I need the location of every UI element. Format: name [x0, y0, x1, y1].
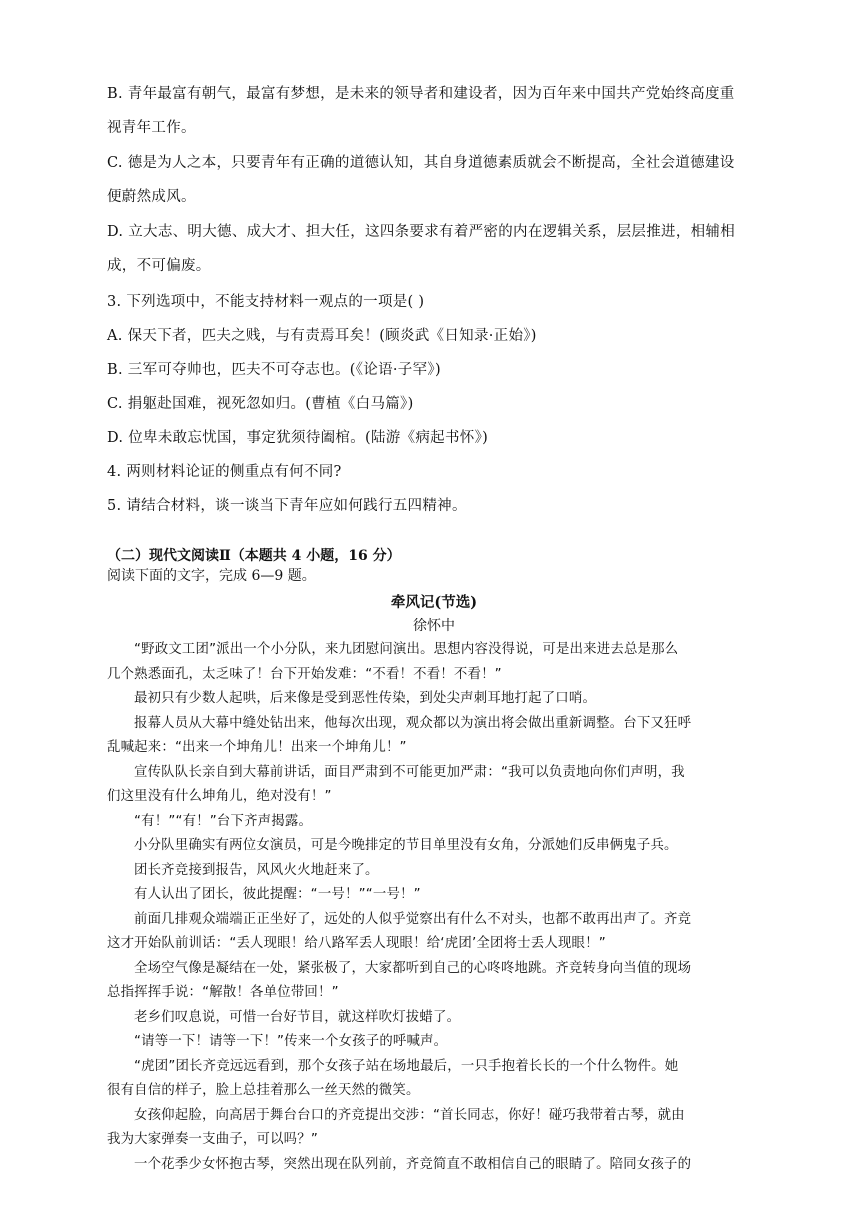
passage-line: 一个花季少女怀抱古琴，突然出现在队列前，齐竞简直不敢相信自己的眼睛了。陪同女孩子的: [134, 1156, 692, 1172]
q2-option-c: [107, 146, 767, 214]
passage-line: 们这里没有什么坤角儿，绝对没有！”: [107, 789, 332, 804]
passage-title: 牵风记(节选): [390, 594, 478, 611]
q3-option-a: A. 保天下者，匹夫之贱，与有责焉耳矣！(顾炎武《日知录·正始》): [107, 328, 537, 344]
passage-line: 这才开始队前训话：“丢人现眼！给八路军丢人现眼！给‘虎团’全团将士丢人现眼！”: [107, 936, 606, 951]
passage-line: 团长齐竞接到报告，风风火火地赶来了。: [134, 862, 379, 878]
text-line: 视青年工作。: [107, 120, 196, 136]
question-3-stem: 3. 下列选项中，不能支持材料一观点的一项是( ): [107, 294, 425, 310]
q3-option-c: C. 捐躯赴国难，视死忽如归。(曹植《白马篇》): [107, 396, 414, 412]
passage-line: 我为大家弹奏一支曲子，可以吗？”: [107, 1132, 318, 1147]
passage-author: 徐怀中: [413, 618, 455, 634]
passage-line: 小分队里确实有两位女演员，可是今晚排定的节目单里没有女角，分派她们反串俩鬼子兵。: [134, 838, 678, 853]
passage-line: 总指挥挥手说：“解散！各单位带回！”: [107, 985, 339, 1000]
passage-line: 乱喊起来：“出来一个坤角儿！出来一个坤角儿！”: [107, 740, 407, 755]
passage-body: [107, 638, 767, 1177]
passage-line: “请等一下！请等一下！”传来一个女孩子的呼喊声。: [134, 1034, 448, 1049]
passage-line: 有人认出了团长，彼此提醒：“一号！”“一号！”: [134, 887, 421, 902]
passage-line: 很有自信的样子，脸上总挂着那么一丝天然的微笑。: [107, 1083, 420, 1098]
passage-line: 女孩仰起脸，向高居于舞台台口的齐竞提出交涉：“首长同志，你好！碰巧我带着古琴，就由: [134, 1107, 685, 1123]
q3-option-d: D. 位卑未敢忘忧国，事定犹须待阖棺。(陆游《病起书怀》): [107, 430, 489, 446]
question-5: 5. 请结合材料，谈一谈当下青年应如何践行五四精神。: [107, 498, 467, 514]
section-heading: （二）现代文阅读Ⅱ（本题共 4 小题，16 分）: [107, 548, 401, 564]
passage-line: “有！”“有！”台下齐声揭露。: [134, 813, 313, 829]
text-line: 成，不可偏废。: [107, 258, 211, 274]
passage-line: “野政文工团”派出一个小分队，来九团慰问演出。思想内容没得说，可是出来进去总是那么: [134, 642, 679, 657]
text-line: 便蔚然成风。: [107, 189, 196, 205]
text-line: C. 德是为人之本，只要青年有正确的道德认知，其自身道德素质就会不断提高，全社会道德建设: [107, 155, 735, 171]
q2-option-d: [107, 215, 767, 283]
passage-line: 几个熟悉面孔，太乏味了！台下开始发难：“不看！不看！不看！”: [107, 666, 502, 682]
passage-line: 宣传队队长亲自到大幕前讲话，面目严肃到不可能更加严肃：“我可以负责地向你们声明，我: [134, 764, 685, 780]
text-line: B. 青年最富有朝气，最富有梦想，是未来的领导者和建设者，因为百年来中国共产党始终高度重: [107, 86, 735, 102]
question-4: 4. 两则材料论证的侧重点有何不同?: [107, 464, 342, 480]
passage-line: 老乡们叹息说，可惜一台好节目，就这样吹灯拔蜡了。: [134, 1009, 461, 1025]
passage-line: 全场空气像是凝结在一处，紧张极了，大家都听到自己的心咚咚地跳。齐竞转身向当值的现场: [134, 960, 692, 976]
q3-option-b: B. 三军可夺帅也，匹夫不可夺志也。(《论语·子罕》): [107, 362, 441, 378]
q2-option-b: [107, 77, 767, 145]
text-line: D. 立大志、明大德、成大才、担大任，这四条要求有着严密的内在逻辑关系，层层推进，相辅相: [107, 224, 736, 240]
section-instruction: 阅读下面的文字，完成 6—9 题。: [107, 568, 316, 584]
question-3: [107, 285, 767, 523]
passage-line: “虎团”团长齐竞远远看到，那个女孩子站在场地最后，一只手抱着长长的一个什么物件。她: [134, 1058, 679, 1074]
passage-line: 报幕人员从大幕中缝处钻出来，他每次出现，观众都以为演出将会做出重新调整。台下又狂呼: [134, 715, 692, 731]
passage-line: 最初只有少数人起哄，后来像是受到恶性传染，到处尖声刺耳地打起了口哨。: [134, 691, 597, 706]
passage-line: 前面几排观众端端正正坐好了，远处的人似乎觉察出有什么不对头，也都不敢再出声了。齐竞: [134, 911, 692, 927]
